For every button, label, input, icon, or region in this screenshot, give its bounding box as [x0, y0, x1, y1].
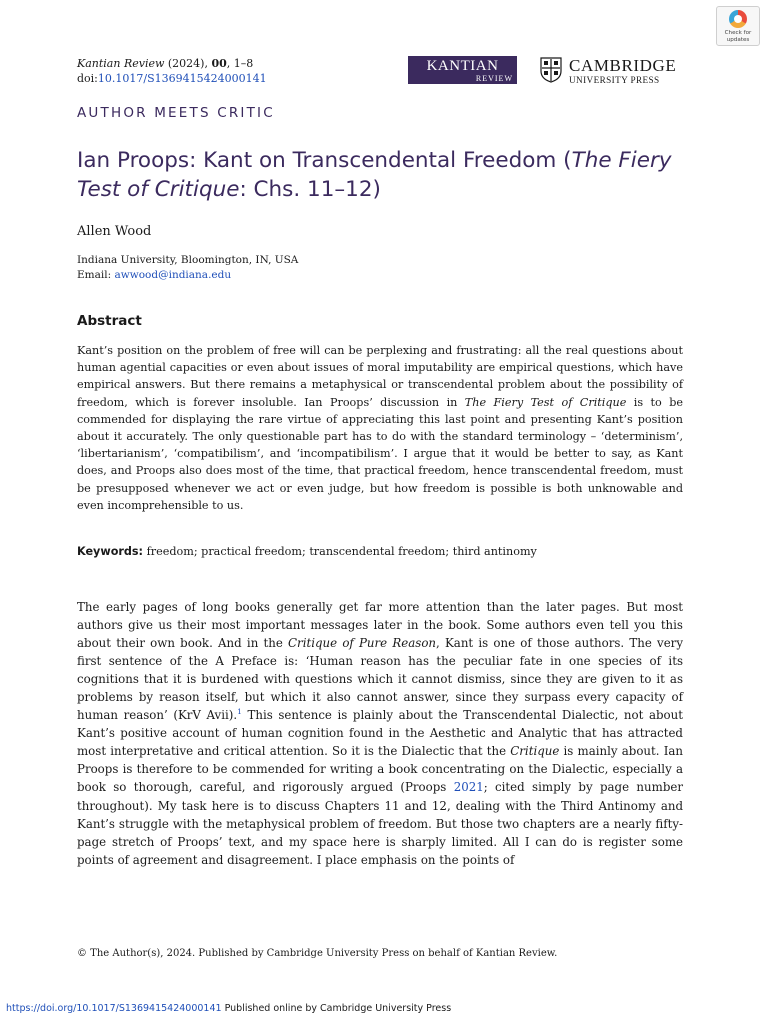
abstract-text — [77, 342, 683, 514]
keywords-label: Keywords: — [77, 545, 144, 558]
page-footer — [6, 1003, 451, 1014]
check-for-updates-line2: updates — [726, 36, 750, 43]
author-affiliation-block — [77, 253, 298, 283]
title-part1: Ian Proops: Kant on Transcendental Freedom ( — [77, 148, 572, 173]
title-book-italic: The Fiery Test of Critique — [77, 148, 672, 202]
cambridge-wordmark-line1: CAMBRIDGE — [569, 56, 677, 75]
check-for-updates-text — [717, 30, 759, 43]
kantian-logo-line2: REVIEW — [475, 74, 513, 83]
author-email-link[interactable]: awwood@indiana.edu — [114, 269, 232, 281]
kantian-review-logo — [408, 56, 517, 84]
citation-link[interactable]: 2021 — [453, 780, 484, 795]
doi-link[interactable]: 10.1017/S1369415424000141 — [97, 72, 267, 85]
body-part4: is mainly about. Ian Proops is therefore to be commended for writing a book concentrating on the Dialectic, especially a book so thorough, careful, and rigorously argued (Proops — [77, 744, 683, 795]
journal-citation — [77, 56, 267, 86]
journal-name: Kantian Review — [77, 57, 165, 70]
abstract-part2: is to be commended for displaying the rare virtue of appreciating this last point and presenting Kant’s position about it accurately. The only questionable part has to do with the standard terminology – ‘determinism’, ‘libertarianism’, ‘compatibilism’, and ‘incompatibilism’. I argue that it would be better to say, as Kant does, and Proops also does most of the time, that practical freedom, hence transcendental freedom, must be presupposed whenever we act or even judge, but how freedom is possible is both unknowable and even incomprehensible to us. — [77, 395, 683, 512]
journal-volume: 00 — [211, 57, 227, 70]
body-italic-critique: Critique — [510, 744, 560, 759]
abstract-book-italic: The Fiery Test of Critique — [464, 395, 627, 409]
footer-text: Published online by Cambridge University Press — [221, 1003, 452, 1014]
cambridge-crest-icon — [540, 57, 562, 83]
check-for-updates-line1: Check for — [724, 30, 752, 36]
body-italic-critique-pure-reason: Critique of Pure Reason — [288, 636, 437, 651]
footer-doi-link[interactable]: https://doi.org/10.1017/S1369415424000141 — [6, 1003, 222, 1014]
doi-line — [77, 71, 267, 86]
author-name: Allen Wood — [77, 224, 152, 239]
crossmark-icon — [729, 10, 747, 28]
journal-pages: , 1–8 — [226, 57, 254, 70]
body-part5: ; cited simply by page number throughout). My task here is to discuss Chapters 11 and 12, dealing with the Third Antinomy and Kant’s struggle with the metaphysical problem of freedom. But those two chapters are a nearly fifty-page stretch of Proops’ text, and my space here is sharply limited. All I can do is register some points of agreement and disagreement. I place emphasis on the points of — [77, 780, 683, 867]
kantian-logo-line1: KANTIAN — [426, 58, 499, 74]
body-part1: The early pages of long books generally get far more attention than the later pages. But most authors give us their most important messages later in the book. Some authors even tell you this about their own book. And in the — [77, 600, 683, 651]
body-paragraph — [77, 598, 683, 869]
email-label: Email: — [77, 269, 115, 281]
copyright-notice: © The Author(s), 2024. Published by Cambridge University Press on behalf of Kantian Review. — [77, 948, 558, 959]
article-title — [77, 146, 717, 204]
journal-year: (2024), — [164, 57, 212, 70]
cambridge-university-press-logo — [569, 57, 676, 86]
abstract-part1: Kant’s position on the problem of free will can be perplexing and frustrating: all the real questions about human agential capacities or even about issues of moral imputability are empirical questions, which have empirical answers. But there remains a metaphysical or transcendental problem about the possibility of freedom, which is forever insoluble. Ian Proops’ discussion in — [77, 344, 683, 409]
abstract-heading: Abstract — [77, 313, 142, 329]
body-part2: , Kant is one of those authors. The very first sentence of the A Preface is: ‘Human reason has the peculiar fate in one species of its cognitions that it is burdened with questions which it cannot dismiss, since they are given to it as problems by reason itself, but which it also cannot answer, since they surpass every capacity of human reason’ (KrV Avii). — [77, 636, 683, 723]
title-part2: : Chs. 11–12) — [239, 177, 381, 202]
journal-issue-line — [77, 56, 267, 71]
author-email-line — [77, 268, 298, 283]
body-part3: This sentence is plainly about the Transcendental Dialectic, not about Kant’s positive account of human cognition found in the Aesthetic and Analytic that has attracted most interpretative and critical attention. So it is the Dialectic that the — [77, 708, 683, 759]
author-affiliation: Indiana University, Bloomington, IN, USA — [77, 254, 299, 266]
footnote-marker[interactable]: 1 — [237, 707, 242, 717]
keywords — [77, 544, 683, 560]
section-label: AUTHOR MEETS CRITIC — [77, 105, 275, 121]
doi-prefix: doi: — [77, 72, 98, 85]
cambridge-wordmark-line2: UNIVERSITY PRESS — [569, 75, 660, 85]
keywords-text: freedom; practical freedom; transcendental freedom; third antinomy — [143, 545, 537, 558]
check-for-updates-badge[interactable] — [716, 6, 760, 46]
